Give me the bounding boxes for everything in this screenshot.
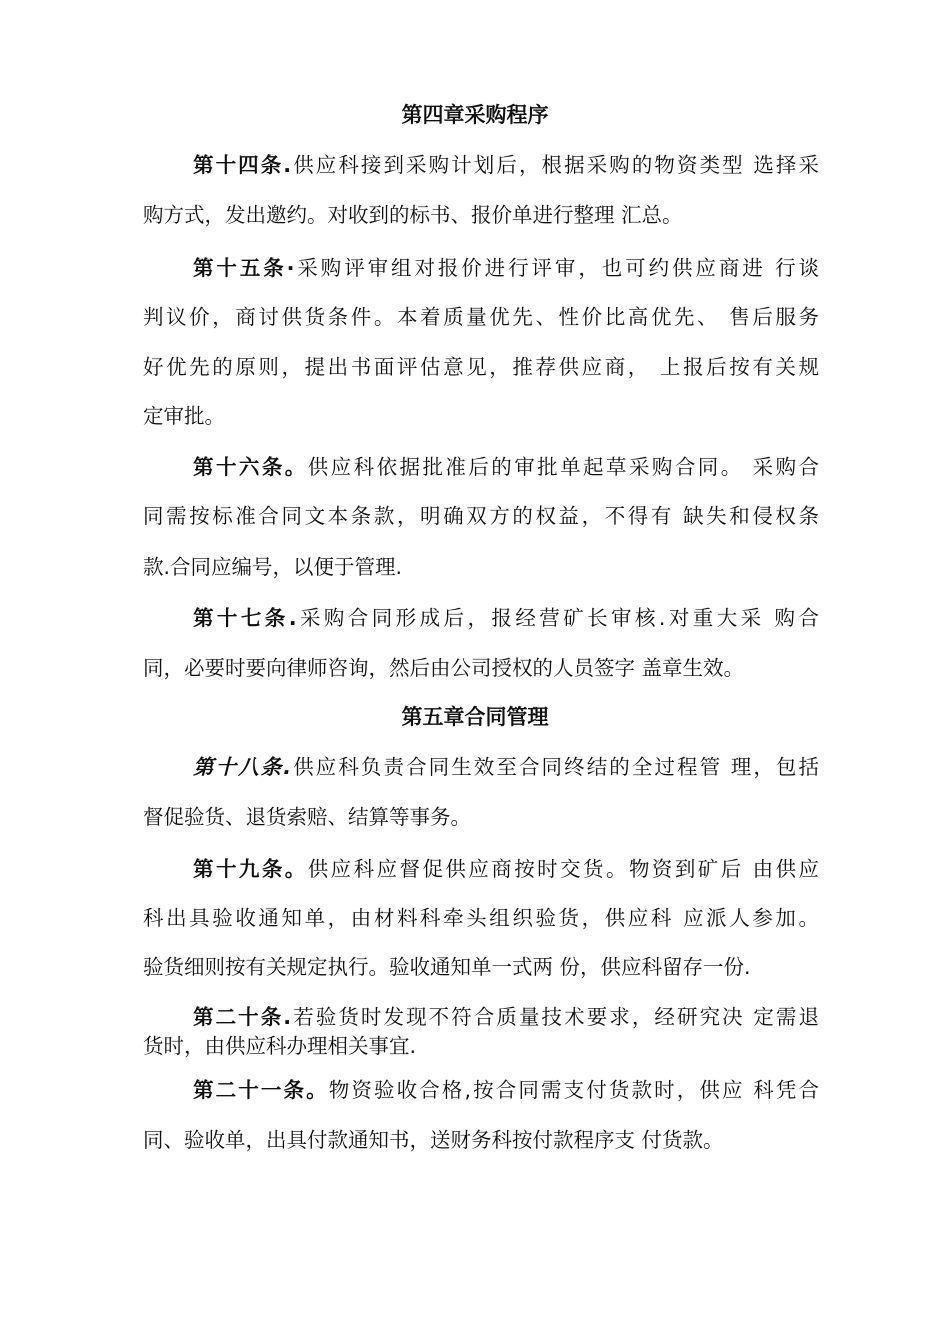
- article-line: 督促验货、退货索赔、结算等事务。: [143, 805, 471, 829]
- article-line: 货时，由供应科办理相关事宜.: [143, 1034, 417, 1058]
- article-label: 第二十条.: [193, 1005, 292, 1029]
- article-line: 同、验收单，出具付款通知书，送财务科按付款程序支 付货款。: [143, 1128, 724, 1152]
- article-line: [193, 1003, 819, 1031]
- article-label: 第十七条.: [193, 606, 297, 630]
- article-line: 款.合同应编号，以便于管理.: [143, 555, 403, 579]
- article-line: [193, 604, 819, 632]
- article-text: 物资验收合格,按合同需支付货款时，供应 科凭合: [328, 1078, 819, 1102]
- article-label: 第二十一条。: [193, 1078, 329, 1102]
- article-line: [193, 151, 819, 179]
- article-line: 判议价，商讨供货条件。本着质量优先、性价比高优先、 售后服务: [143, 305, 819, 329]
- article-line: 同，必要时要向律师咨询，然后由公司授权的人员签字 盖章生效。: [143, 656, 745, 680]
- article-label: 第十五条·: [193, 256, 295, 280]
- article-text: 供应科应督促供应商按时交货。物资到矿后 由供应: [307, 857, 820, 881]
- article-line: [193, 1076, 819, 1104]
- article-text: 采购评审组对报价进行评审，也可约供应商进 行谈: [294, 256, 819, 280]
- article-text: 供应科依据批准后的审批单起草采购合同。 采购合: [307, 455, 820, 479]
- article-line: [193, 855, 819, 883]
- article-line: [193, 453, 819, 481]
- chapter-title: 第四章采购程序: [401, 103, 549, 127]
- article-label: 第十六条。: [193, 455, 308, 479]
- article-text: 采购合同形成后，报经营矿长审核.对重大采 购合: [296, 606, 819, 630]
- chapter-title: 第五章合同管理: [401, 705, 549, 729]
- article-text: 供应科负责合同生效至合同终结的全过程管 理，包括: [291, 755, 819, 779]
- article-line: 定审批。: [143, 404, 225, 428]
- article-label: 第十八条.: [193, 755, 292, 779]
- article-line: 购方式，发出邀约。对收到的标书、报价单进行整理 汇总。: [143, 203, 683, 227]
- article-line: [193, 254, 819, 282]
- article-line: 好优先的原则，提出书面评估意见，推荐供应商， 上报后按有关规: [143, 355, 819, 379]
- article-line: 同需按标准合同文本条款，明确双方的权益，不得有 缺失和侵权条: [143, 504, 819, 528]
- article-line: 科出具验收通知单，由材料科牵头组织验货，供应科 应派人参加。: [143, 906, 819, 930]
- article-label: 第十四条.: [193, 153, 292, 177]
- article-text: 供应科接到采购计划后，根据采购的物资类型 选择采: [291, 153, 819, 177]
- article-text: 若验货时发现不符合质量技术要求，经研究决 定需退: [291, 1005, 819, 1029]
- article-line: [193, 753, 819, 781]
- article-label: 第十九条。: [193, 857, 308, 881]
- article-line: 验货细则按有关规定执行。验收通知单一式两 份，供应科留存一份.: [143, 955, 751, 979]
